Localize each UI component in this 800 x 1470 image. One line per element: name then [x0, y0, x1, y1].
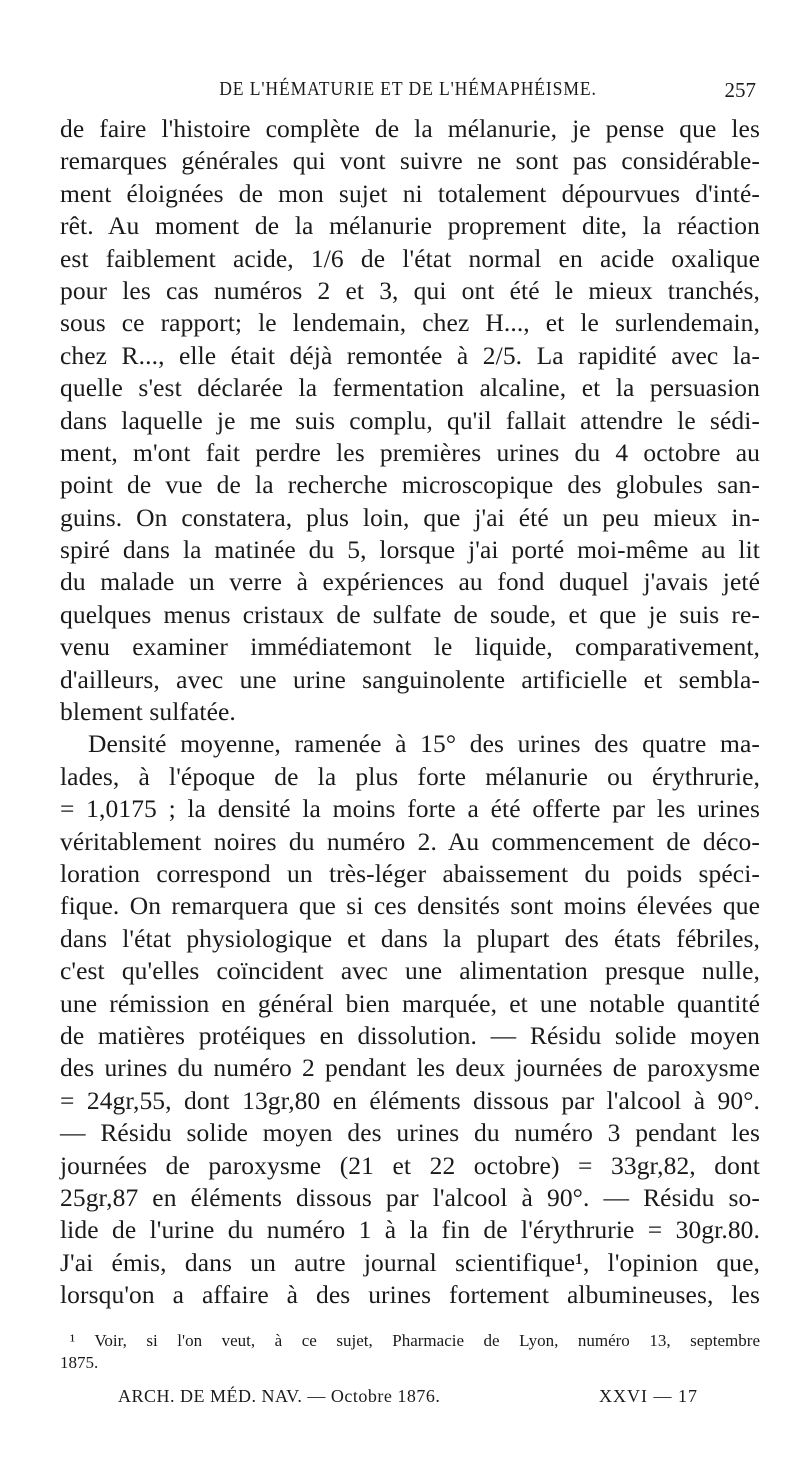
- text-line: lorsqu'on a affaire à des urines fortement albumineuses, les: [60, 1280, 760, 1310]
- paragraph-first-line: Densité moyenne, ramenée à 15° des urines des quatre ma-: [88, 729, 760, 759]
- text-line: du malade un verre à expériences au fond duquel j'avais jeté: [60, 567, 760, 597]
- text-line: véritablement noires du numéro 2. Au commencement de déco-: [60, 826, 760, 856]
- text-line: chez R..., elle était déjà remontée à 2/5. La rapidité avec la-: [60, 340, 760, 370]
- text-line: rêt. Au moment de la mélanurie proprement dite, la réaction: [60, 211, 760, 241]
- text-line: est faiblement acide, 1/6 de l'état normal en acide oxalique: [60, 243, 760, 273]
- text-line: = 24gr,55, dont 13gr,80 en éléments dissous par l'alcool à 90°.: [60, 1085, 760, 1115]
- text-line: venu examiner immédiatemont le liquide, comparativement,: [60, 632, 760, 662]
- text-line: lide de l'urine du numéro 1 à la fin de l'érythrurie = 30gr.80.: [60, 1215, 760, 1245]
- text-line: lades, à l'époque de la plus forte mélanurie ou érythrurie,: [60, 761, 760, 791]
- text-line: quelques menus cristaux de sulfate de soude, et que je suis re-: [60, 599, 760, 629]
- text-line: dans laquelle je me suis complu, qu'il fallait attendre le sédi-: [60, 405, 760, 435]
- body-text: [60, 113, 760, 1311]
- text-line: c'est qu'elles coïncident avec une alimentation presque nulle,: [60, 956, 760, 986]
- text-line: d'ailleurs, avec une urine sanguinolente artificielle et sembla-: [60, 664, 760, 694]
- footnote-line: ¹ Voir, si l'on veut, à ce sujet, Pharmacie de Lyon, numéro 13, septembre: [70, 1331, 760, 1350]
- text-line: spiré dans la matinée du 5, lorsque j'ai porté moi-même au lit: [60, 535, 760, 565]
- text-line: une rémission en général bien marquée, et une notable quantité: [60, 988, 760, 1018]
- text-line: ment éloignées de mon sujet ni totalement dépourvues d'inté-: [60, 178, 760, 208]
- text-line: fique. On remarquera que si ces densités sont moins élevées que: [60, 891, 760, 921]
- text-line: point de vue de la recherche microscopique des globules san-: [60, 470, 760, 500]
- text-line: loration correspond un très-léger abaissement du poids spéci-: [60, 858, 760, 888]
- page-header: [60, 78, 756, 110]
- text-line: de matières protéiques en dissolution. — Résidu solide moyen: [60, 1020, 760, 1050]
- page-number: 257: [724, 78, 756, 102]
- text-line: quelle s'est déclarée la fermentation alcaline, et la persuasion: [60, 373, 760, 403]
- text-line: remarques générales qui vont suivre ne sont pas considérable-: [60, 146, 760, 176]
- text-line: J'ai émis, dans un autre journal scientifique¹, l'opinion que,: [60, 1247, 760, 1277]
- footnote: [60, 1330, 760, 1374]
- footnote-line: 1875.: [60, 1353, 99, 1372]
- running-title: DE L'HÉMATURIE ET DE L'HÉMAPHÉISME.: [219, 78, 597, 100]
- text-line: des urines du numéro 2 pendant les deux journées de paroxysme: [60, 1053, 760, 1083]
- text-line: journées de paroxysme (21 et 22 octobre) = 33gr,82, dont: [60, 1150, 760, 1180]
- text-line: dans l'état physiologique et dans la plupart des états fébriles,: [60, 923, 760, 953]
- journal-reference: ARCH. DE MÉD. NAV. — Octobre 1876.: [118, 1386, 441, 1406]
- text-line: — Résidu solide moyen des urines du numéro 3 pendant les: [60, 1118, 760, 1148]
- text-line: de faire l'histoire complète de la mélanurie, je pense que les: [60, 114, 760, 143]
- text-line: ment, m'ont fait perdre les premières urines du 4 octobre au: [60, 437, 760, 467]
- text-line: = 1,0175 ; la densité la moins forte a été offerte par les urines: [60, 794, 760, 824]
- signature-mark: XXVI — 17: [599, 1386, 698, 1406]
- text-line: 25gr,87 en éléments dissous par l'alcool à 90°. — Résidu so-: [60, 1182, 760, 1212]
- paragraph-end-line: blement sulfatée.: [60, 697, 236, 727]
- text-line: sous ce rapport; le lendemain, chez H..., et le surlendemain,: [60, 308, 760, 338]
- page-footer: [118, 1386, 698, 1414]
- text-line: pour les cas numéros 2 et 3, qui ont été le mieux tranchés,: [60, 275, 760, 305]
- text-line: guins. On constatera, plus loin, que j'ai été un peu mieux in-: [60, 502, 760, 532]
